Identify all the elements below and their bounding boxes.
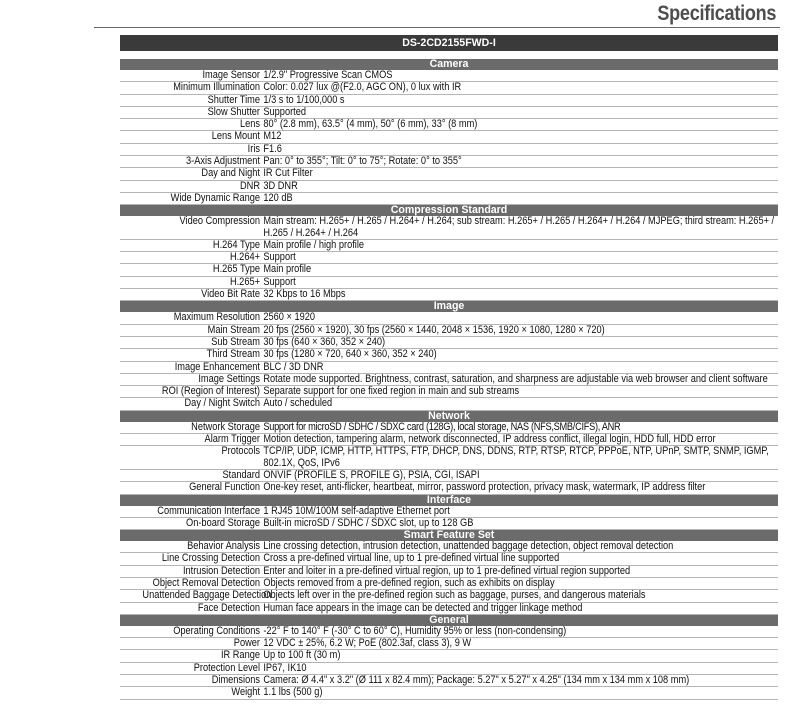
spec-label: Network Storage <box>191 420 260 433</box>
spec-row <box>120 240 778 252</box>
spec-value: M12 <box>263 130 282 143</box>
spec-value: Human face appears in the image can be detected and trigger linkage method <box>263 601 583 614</box>
spec-value: Support <box>263 275 296 288</box>
spec-value: 32 Kbps to 16 Mbps <box>263 288 346 301</box>
spec-label: Video Bit Rate <box>201 288 260 301</box>
spec-label: Iris <box>247 142 260 155</box>
spec-value: F1.6 <box>263 142 282 155</box>
spec-value: Separate support for one fixed region in main and sub streams <box>263 385 520 398</box>
spec-row <box>120 638 778 650</box>
spec-label: Sub Stream <box>211 335 260 348</box>
spec-value: Line crossing detection, intrusion detection, unattended baggage detection, object removal detection <box>263 540 674 553</box>
spec-label: Intrusion Detection <box>182 564 260 577</box>
spec-value: 30 fps (640 × 360, 352 × 240) <box>263 335 386 348</box>
spec-value: IR Cut Filter <box>263 167 313 180</box>
section-header: Camera <box>120 59 778 70</box>
spec-label: H.265+ <box>229 275 260 288</box>
spec-label: Image Sensor <box>202 69 260 81</box>
section-header: Interface <box>120 495 778 506</box>
section-header: General <box>120 615 778 626</box>
spec-value: Auto / scheduled <box>263 397 333 410</box>
spec-label: Power <box>233 637 260 650</box>
spec-value: Supported <box>263 105 307 118</box>
spec-value: 20 fps (2560 × 1920), 30 fps (2560 × 1440, 2048 × 1536, 1920 × 1080, 1280 × 720) <box>263 323 605 336</box>
spec-value: 1/3 s to 1/100,000 s <box>263 93 345 106</box>
section-header: Smart Feature Set <box>120 530 778 541</box>
page-title: Specifications <box>657 2 776 25</box>
spec-label: Protection Level <box>193 661 260 674</box>
spec-label: Protocols <box>221 445 260 458</box>
spec-value: IP67, IK10 <box>263 661 307 674</box>
model-header: DS-2CD2155FWD-I <box>120 35 778 51</box>
spec-label: General Function <box>189 481 260 494</box>
spec-label: Operating Conditions <box>173 624 260 637</box>
spec-value: Enter and loiter in a pre-defined virtual region, up to 1 pre-defined virtual region supported <box>263 564 631 577</box>
section-header: Network <box>120 411 778 422</box>
spec-label: Behavior Analysis <box>187 540 260 553</box>
spec-row <box>120 603 778 615</box>
spec-row <box>120 264 778 276</box>
spec-value: 1 RJ45 10M/100M self-adaptive Ethernet port <box>263 504 450 517</box>
spec-label: Line Crossing Detection <box>161 552 260 565</box>
spec-label: Face Detection <box>197 601 260 614</box>
spec-value: Camera: Ø 4.4" x 3.2" (Ø 111 x 82.4 mm); Package: 5.27" x 5.27" x 4.25" (134 mm x 134 mm x 108 mm) <box>263 674 690 687</box>
spec-label: H.265 Type <box>212 263 260 276</box>
spec-value: Cross a pre-defined virtual line, up to 1 pre-defined virtual line supported <box>263 552 560 565</box>
spec-value: 2560 × 1920 <box>263 311 316 324</box>
spec-label: Day and Night <box>201 167 260 180</box>
spec-value: Main profile / high profile <box>263 238 365 251</box>
spec-value: 80° (2.8 mm), 63.5° (4 mm), 50° (6 mm), 33° (8 mm) <box>263 118 478 131</box>
spec-label: Video Compression <box>179 215 260 228</box>
spec-value: 1.1 lbs (500 g) <box>263 686 323 699</box>
spec-label: Maximum Resolution <box>173 311 260 324</box>
spec-value: Rotate mode supported. Brightness, contrast, saturation, and sharpness are adjustable via web browser and client software <box>263 372 768 385</box>
spec-value: 120 dB <box>263 191 293 204</box>
spec-value: -22° F to 140° F (-30° C to 60° C), Humidity 95% or less (non-condensing) <box>263 624 567 637</box>
spec-label: ROI (Region of Interest) <box>161 385 260 398</box>
spec-value: Main profile <box>263 263 312 276</box>
spec-label: Standard <box>222 468 260 481</box>
spec-label: Image Settings <box>198 372 260 385</box>
spec-row <box>120 398 778 410</box>
spec-label: DNR <box>239 179 260 192</box>
spec-label: Object Removal Detection <box>152 576 260 589</box>
spec-label: Lens <box>239 118 260 131</box>
spec-value: ONVIF (PROFILE S, PROFILE G), PSIA, CGI, ISAPI <box>263 468 480 481</box>
spec-label: On-board Storage <box>186 516 260 529</box>
spec-label: Unattended Baggage Detection <box>142 589 272 602</box>
spec-value: One-key reset, anti-flicker, heartbeat, mirror, password protection, privacy mask, watermark, IP address filter <box>263 481 706 494</box>
spec-value: Objects removed from a pre-defined region, such as exhibits on display <box>263 576 555 589</box>
spec-label: Third Stream <box>206 348 260 361</box>
spec-label: Lens Mount <box>211 130 260 143</box>
spec-value: 30 fps (1280 × 720, 640 × 360, 352 × 240) <box>263 348 437 361</box>
spec-table <box>120 35 778 700</box>
spec-row <box>120 289 778 301</box>
spec-label: 3-Axis Adjustment <box>186 155 260 168</box>
section-header: Compression Standard <box>120 205 778 216</box>
spec-value: Built-in microSD / SDHC / SDXC slot, up to 128 GB <box>263 516 474 529</box>
spec-value: Up to 100 ft (30 m) <box>263 649 341 662</box>
spec-value: Pan: 0° to 355°; Tilt: 0° to 75°; Rotate: 0° to 355° <box>263 155 462 168</box>
spec-label: IR Range <box>220 649 260 662</box>
spec-value: Color: 0.027 lux @(F2.0, AGC ON), 0 lux with IR <box>263 81 462 94</box>
spec-label: Wide Dynamic Range <box>170 191 260 204</box>
spec-value: 3D DNR <box>263 179 298 192</box>
spec-sections <box>120 59 778 700</box>
spec-row <box>120 675 778 687</box>
spec-row <box>120 193 778 205</box>
spec-row <box>120 216 778 240</box>
spec-value: Support for microSD / SDHC / SDXC card (128G), local storage, NAS (NFS,SMB/CIFS), ANR <box>263 420 621 433</box>
spec-value: Support <box>263 251 296 264</box>
spec-label: Slow Shutter <box>207 105 260 118</box>
spec-value: Objects left over in the pre-defined region such as baggage, purses, and dangerous materials <box>263 589 646 602</box>
spec-label: Minimum Illumination <box>173 81 260 94</box>
title-divider <box>94 27 780 28</box>
section-header: Image <box>120 301 778 312</box>
spec-label: Alarm Trigger <box>204 433 260 446</box>
spec-value: 12 VDC ± 25%, 6.2 W; PoE (802.3af, class 3), 9 W <box>263 637 472 650</box>
spec-value: TCP/IP, UDP, ICMP, HTTP, HTTPS, FTP, DHCP, DNS, DDNS, RTP, RTSP, RTCP, PPPoE, NTP, UPnP, SMTP, SNMP, IGMP, 802.1X, QoS, IPv6 <box>263 445 769 469</box>
spec-value: Main stream: H.265+ / H.265 / H.264+ / H.264; sub stream: H.265+ / H.265 / H.264+ / H.264 / MJPEG; third stream: H.265+ / H.265 / H.264+ / H.264 <box>263 215 775 239</box>
spec-label: H.264+ <box>229 251 260 264</box>
spec-row <box>120 482 778 494</box>
spec-label: Weight <box>231 686 260 699</box>
spec-label: Day / Night Switch <box>184 397 260 410</box>
spec-row <box>120 518 778 530</box>
spec-label: Image Enhancement <box>174 360 260 373</box>
spec-value: Motion detection, tampering alarm, network disconnected, IP address conflict, illegal login, HDD full, HDD error <box>263 433 716 446</box>
spec-label: H.264 Type <box>212 238 260 251</box>
spec-row <box>120 131 778 143</box>
spec-label: Communication Interface <box>157 504 260 517</box>
spec-row <box>120 168 778 180</box>
spec-value: BLC / 3D DNR <box>263 360 324 373</box>
spec-label: Shutter Time <box>207 93 260 106</box>
spec-row <box>120 446 778 470</box>
spec-label: Main Stream <box>207 323 260 336</box>
spec-value: 1/2.9" Progressive Scan CMOS <box>263 69 393 81</box>
spec-row <box>120 687 778 699</box>
spec-label: Dimensions <box>211 674 260 687</box>
